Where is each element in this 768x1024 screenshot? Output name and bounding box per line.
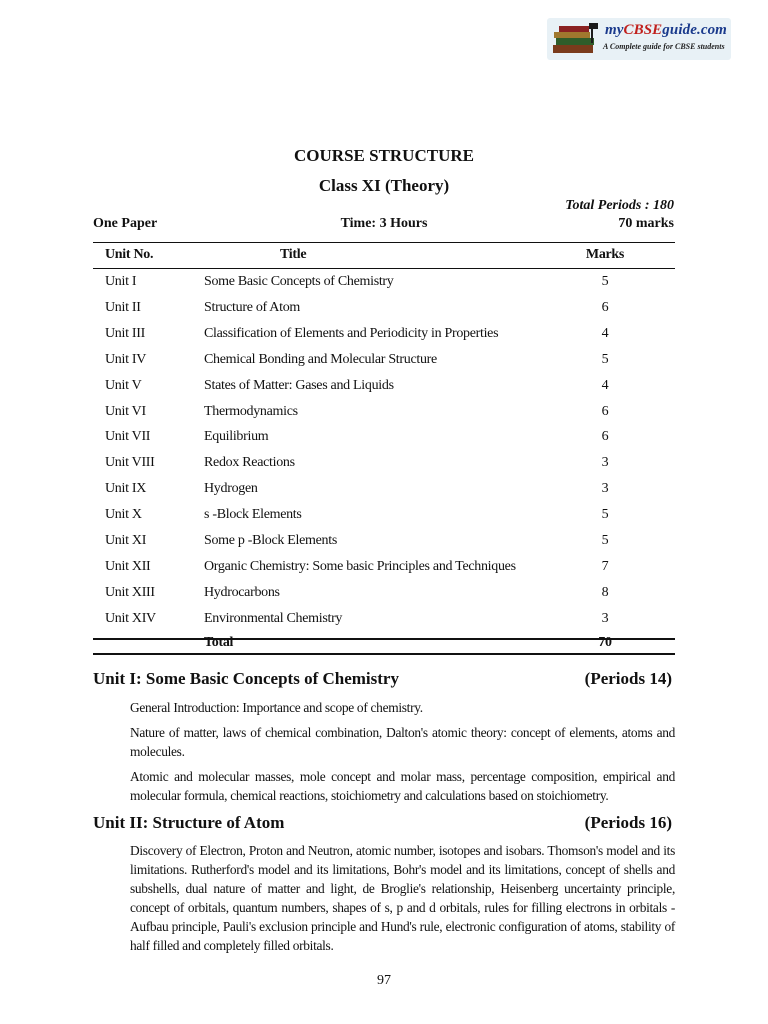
- total-value: 70: [598, 635, 612, 650]
- row-marks: 5: [601, 507, 609, 523]
- unit1-paragraph: General Introduction: Importance and scope of chemistry.: [130, 700, 423, 715]
- row-title: Some Basic Concepts of Chemistry: [204, 274, 394, 289]
- logo-tagline: A Complete guide for CBSE students: [603, 42, 725, 51]
- books-icon: [551, 21, 601, 57]
- header-marks: Marks: [585, 247, 625, 262]
- page-title: COURSE STRUCTURE: [294, 146, 474, 165]
- row-marks: 4: [601, 377, 609, 393]
- logo-brand: myCBSEguide.com: [605, 22, 727, 38]
- row-marks: 3: [601, 455, 609, 471]
- paper-info: One Paper: [93, 216, 158, 231]
- total-label: Total: [204, 635, 234, 650]
- row-unit-no: Unit II: [105, 299, 141, 315]
- row-unit-no: Unit XII: [105, 558, 151, 574]
- row-unit-no: Unit VI: [105, 403, 146, 419]
- row-marks: 6: [601, 299, 609, 315]
- row-marks: 5: [601, 351, 609, 367]
- row-unit-no: Unit IV: [105, 351, 147, 367]
- row-title: Hydrogen: [204, 481, 258, 497]
- row-title: Structure of Atom: [204, 299, 300, 315]
- row-title: Hydrocarbons: [204, 584, 280, 600]
- row-title: Equilibrium: [204, 429, 269, 445]
- page-subtitle: Class XI (Theory): [318, 176, 450, 195]
- unit1-periods: (Periods 14): [584, 669, 672, 688]
- row-marks: 4: [601, 325, 609, 341]
- unit2-heading: Unit II: Structure of Atom: [93, 813, 285, 832]
- row-title: Organic Chemistry: Some basic Principles and Techniques: [204, 558, 516, 574]
- row-unit-no: Unit III: [105, 325, 145, 341]
- row-title: Thermodynamics: [204, 403, 298, 419]
- page-number: 97: [377, 973, 391, 988]
- header-unit-no: Unit No.: [105, 247, 154, 262]
- row-unit-no: Unit X: [105, 507, 142, 523]
- total-marks: 70 marks: [618, 216, 674, 231]
- header-title: Title: [280, 247, 307, 262]
- row-title: Environmental Chemistry: [204, 610, 343, 626]
- unit2-periods: (Periods 16): [584, 813, 672, 832]
- row-marks: 8: [601, 584, 609, 600]
- row-marks: 3: [601, 481, 609, 497]
- row-unit-no: Unit XIV: [105, 610, 156, 626]
- row-title: Classification of Elements and Periodicity in Properties: [204, 325, 499, 341]
- site-logo[interactable]: [547, 18, 731, 60]
- row-title: States of Matter: Gases and Liquids: [204, 377, 394, 393]
- row-marks: 5: [601, 533, 609, 548]
- row-unit-no: Unit VIII: [105, 455, 155, 471]
- row-unit-no: Unit IX: [105, 481, 147, 497]
- row-unit-no: Unit XI: [105, 533, 147, 548]
- row-title: Some p -Block Elements: [204, 533, 337, 548]
- row-title: Redox Reactions: [204, 455, 295, 471]
- row-unit-no: Unit V: [105, 377, 142, 393]
- table-header-rule: [93, 268, 675, 269]
- unit2-paragraph: Discovery of Electron, Proton and Neutron, atomic number, isotopes and isobars. Thomson's model and its limitations. Rutherford's model and its limitations, Bohr's model and its limitations, concept of shells and subshells, dual nature of matter and light, de Broglie's relationship, Heisenberg uncertainty principle, concept of orbitals, quantum numbers, shapes of s, p and d orbitals, rules for filling electrons in orbitals - Aufbau principle, Pauli's exclusion principle and Hund's rule, electronic configuration of atoms, stability of half filled and completely filled orbitals.: [130, 843, 675, 953]
- row-unit-no: Unit XIII: [105, 584, 155, 600]
- table-top-rule: [93, 242, 675, 243]
- row-unit-no: Unit I: [105, 274, 137, 289]
- total-periods: Total Periods : 180: [565, 198, 674, 213]
- unit1-paragraph: Nature of matter, laws of chemical combination, Dalton's atomic theory: concept of elements, atoms and molecules.: [130, 725, 675, 759]
- row-title: Chemical Bonding and Molecular Structure: [204, 351, 437, 367]
- unit1-heading: Unit I: Some Basic Concepts of Chemistry: [93, 669, 399, 688]
- row-marks: 5: [601, 274, 609, 289]
- row-marks: 3: [601, 610, 609, 626]
- exam-time: Time: 3 Hours: [340, 216, 428, 231]
- unit1-paragraph: Atomic and molecular masses, mole concept and molar mass, percentage composition, empirical and molecular formula, chemical reactions, stoichiometry and calculations based on stoichiometry.: [130, 769, 675, 803]
- row-marks: 6: [601, 429, 609, 445]
- table-total-rule-bottom: [93, 653, 675, 655]
- row-marks: 6: [601, 403, 609, 419]
- row-marks: 7: [601, 558, 609, 574]
- row-title: s -Block Elements: [204, 507, 302, 523]
- row-unit-no: Unit VII: [105, 429, 151, 445]
